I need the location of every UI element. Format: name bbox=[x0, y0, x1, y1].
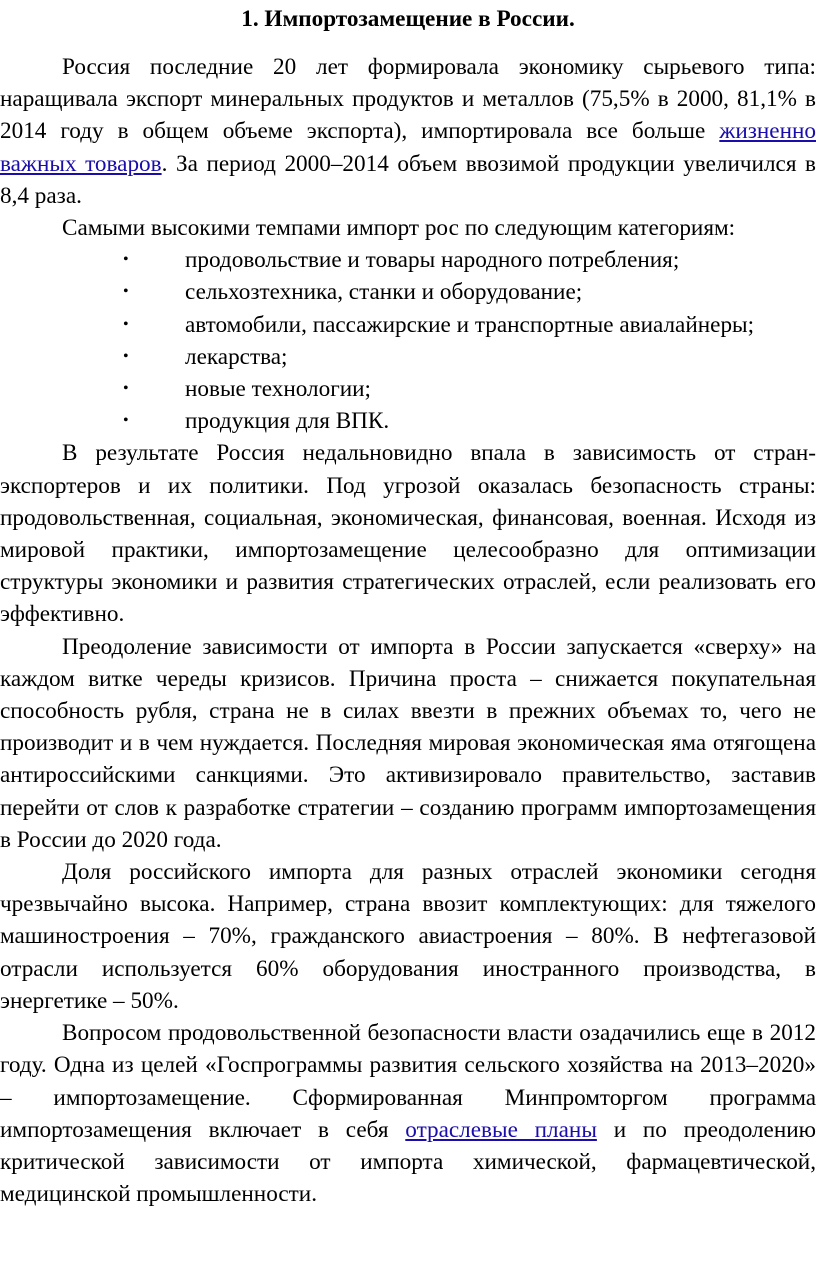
link-industry-plans[interactable]: отраслевые планы bbox=[405, 1116, 597, 1143]
paragraph-6 bbox=[0, 1017, 816, 1210]
paragraph-1-text-after: . За период 2000–2014 объем ввозимой продукции увеличился в 8,4 раза. bbox=[0, 150, 816, 209]
paragraph-4: Преодоление зависимости от импорта в России запускается «сверху» на каждом витке череды кризисов. Причина проста – снижается покупательная способность рубля, страна не в силах ввезти в прежних объемах то, чего не производит и в чем нуждается. Последняя мировая экономическая яма отягощена антироссийскими санкциями. Это активизировало правительство, заставив перейти от слов к разработке стратегии – созданию программ импортозамещения в России до 2020 года. bbox=[0, 633, 816, 853]
paragraph-1-text-before: Россия последние 20 лет формировала экономику сырьевого типа: наращивала экспорт минеральных продуктов и металлов (75,5% в 2000, 81,1% в 2014 году в общем объеме экспорта), импортировала все больше bbox=[0, 54, 816, 145]
import-categories-list bbox=[0, 244, 816, 437]
list-item bbox=[0, 341, 816, 373]
list-item-label: продовольствие и товары народного потребления; bbox=[185, 247, 680, 274]
list-item-label: автомобили, пассажирские и транспортные авиалайнеры; bbox=[185, 311, 755, 338]
list-item bbox=[0, 309, 816, 341]
paragraph-2: Самыми высокими темпами импорт рос по следующим категориям: bbox=[62, 215, 736, 242]
paragraph-6-text-after: и по преодолению критической зависимости от импорта химической, фармацевтической, медицинской промышленности. bbox=[0, 1116, 816, 1208]
bullet-icon: • bbox=[123, 380, 129, 398]
paragraph-3: В результате Россия недальновидно впала в зависимость от стран-экспортеров и их политики. Под угрозой оказалась безопасность страны: продовольственная, социальная, экономическая, финансовая, военная. Исходя из мировой практики, импортозамещение целесообразно для оптимизации структуры экономики и развития стратегических отраслей, если реализовать его эффективно. bbox=[0, 440, 816, 628]
document-title: 1. Импортозамещение в России. bbox=[241, 6, 575, 32]
list-item-label: лекарства; bbox=[185, 343, 288, 370]
list-item-label: продукция для ВПК. bbox=[185, 408, 390, 435]
list-item bbox=[0, 244, 816, 276]
bullet-icon: • bbox=[123, 315, 129, 333]
bullet-icon: • bbox=[123, 283, 129, 301]
link-vital-goods[interactable]: жизненно важных товаров bbox=[0, 118, 816, 177]
bullet-icon: • bbox=[123, 347, 129, 365]
bullet-icon: • bbox=[123, 251, 129, 269]
paragraph-5: Доля российского импорта для разных отраслей экономики сегодня чрезвычайно высока. Например, страна ввозит комплектующих: для тяжелого машиностроения – 70%, гражданского авиастроения – 80%. В нефтегазовой отрасли используется 60% оборудования иностранного производства, в энергетике – 50%. bbox=[0, 859, 816, 1014]
paragraph-6-text-before: Вопросом продовольственной безопасности власти озадачились еще в 2012 году. Одна из целей «Госпрограммы развития сельского хозяйства на 2013–2020» – импортозамещение. Сформированная Минпромторгом программа импортозамещения включает в себя bbox=[0, 1020, 816, 1143]
list-item bbox=[0, 373, 816, 405]
paragraph-1 bbox=[0, 51, 816, 212]
list-item bbox=[0, 276, 816, 308]
bullet-icon: • bbox=[123, 412, 129, 430]
list-item-label: новые технологии; bbox=[185, 376, 371, 403]
list-item-label: сельхозтехника, станки и оборудование; bbox=[185, 279, 583, 306]
list-item bbox=[0, 405, 816, 437]
